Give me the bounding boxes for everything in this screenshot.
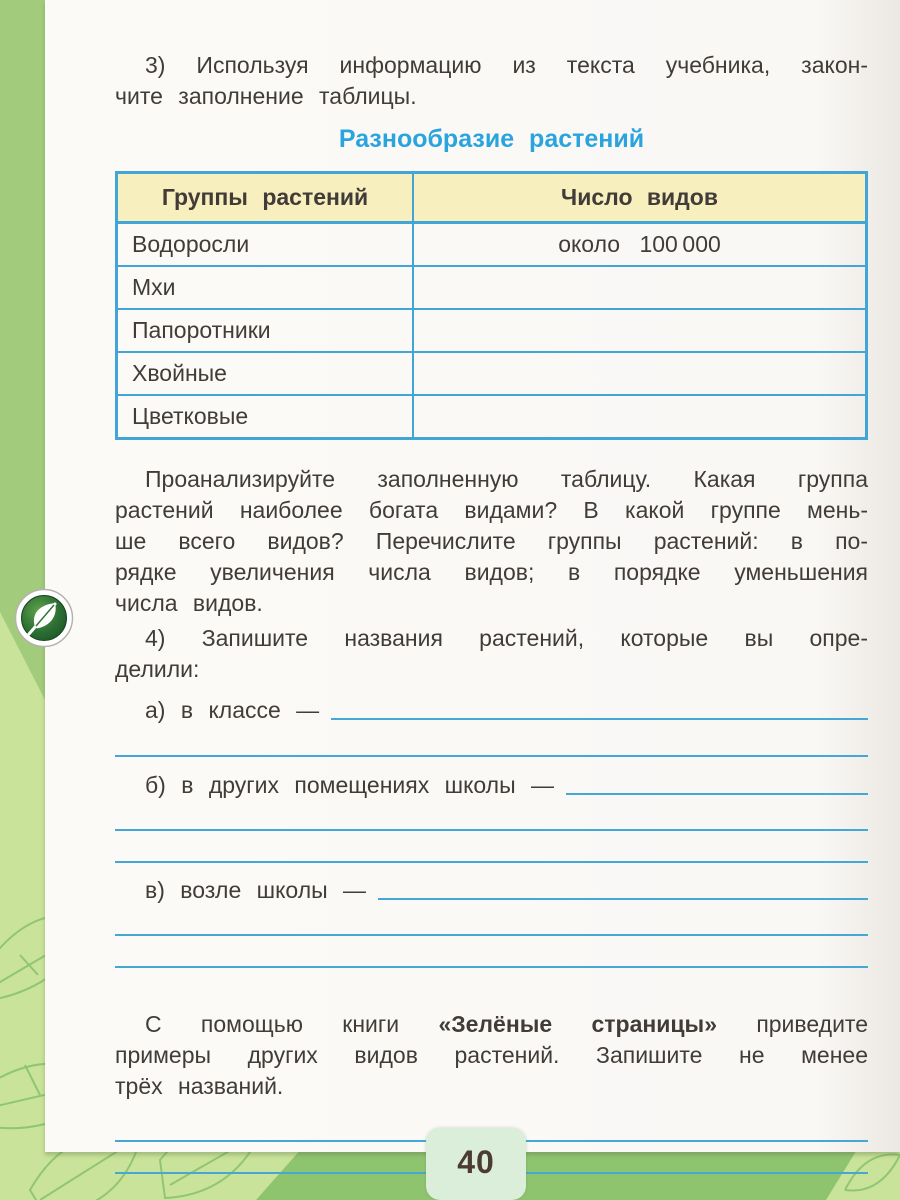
table-cell-group: Цветковые [117, 395, 414, 439]
paper-sheet [45, 0, 900, 1152]
table-header-row [117, 173, 867, 223]
table-cell-group: Водоросли [117, 223, 414, 267]
analysis-paragraph [115, 464, 868, 619]
answer-line[interactable] [566, 793, 868, 795]
table-row [117, 395, 867, 439]
item-a-row [115, 695, 868, 725]
task3-line: чите заполнение таблицы. [115, 83, 417, 109]
answer-line[interactable] [115, 861, 868, 863]
green-pages-paragraph [115, 1009, 868, 1102]
species-table [115, 171, 868, 440]
table-cell-empty[interactable] [413, 266, 867, 309]
item-v-row [115, 875, 868, 905]
leaf-badge [14, 588, 74, 648]
table-title: Разнообразие растений [338, 125, 645, 153]
table-row [117, 352, 867, 395]
item-a-label: а) в классе — [145, 697, 320, 723]
task4-paragraph [115, 623, 868, 685]
table-header-groups: Группы растений [117, 173, 414, 223]
task4-line: 4) Запишите названия растений, которые вы опре- [145, 625, 868, 651]
green-pages-suffix: приведите [756, 1011, 868, 1037]
table-row [117, 223, 867, 267]
green-pages-line: трёх названий. [115, 1073, 284, 1099]
analysis-line: Проанализируйте заполненную таблицу. Какая группа [145, 466, 868, 492]
leaf-icon [14, 588, 74, 648]
table-cell-group: Мхи [117, 266, 414, 309]
task4-line: делили: [115, 656, 200, 682]
task3-line: 3) Используя информацию из текста учебника, закон- [145, 52, 868, 78]
answer-line[interactable] [331, 718, 868, 720]
green-pages-prefix: С помощью книги [145, 1011, 400, 1037]
page-number-tab [426, 1128, 526, 1200]
analysis-line: числа видов. [115, 590, 263, 616]
item-b-label: б) в других помещениях школы — [145, 772, 555, 798]
answer-line[interactable] [378, 898, 868, 900]
analysis-line: рядке увеличения числа видов; в порядке уменьшения [115, 559, 868, 585]
green-pages-line: примеры других видов растений. Запишите не менее [115, 1042, 868, 1068]
table-cell-count: около 100 000 [413, 223, 867, 267]
table-cell-empty[interactable] [413, 395, 867, 439]
table-cell-empty[interactable] [413, 309, 867, 352]
answer-line[interactable] [115, 755, 868, 757]
answer-line[interactable] [115, 934, 868, 936]
table-cell-empty[interactable] [413, 352, 867, 395]
item-b-row [115, 770, 868, 800]
analysis-line: растений наиболее богата видами? В какой группе мень- [115, 497, 868, 523]
table-cell-group: Папоротники [117, 309, 414, 352]
green-pages-book-title: «Зелёные страницы» [438, 1011, 717, 1037]
table-cell-group: Хвойные [117, 352, 414, 395]
answer-line[interactable] [115, 829, 868, 831]
task3-paragraph [115, 50, 868, 112]
item-v-label: в) возле школы — [145, 877, 367, 903]
analysis-line: ше всего видов? Перечислите группы растений: в по- [115, 528, 868, 554]
table-row [117, 309, 867, 352]
table-row [117, 266, 867, 309]
answer-line[interactable] [115, 966, 868, 968]
table-header-count: Число видов [413, 173, 867, 223]
page-number: 40 [457, 1144, 495, 1180]
green-pages-line [115, 1009, 868, 1040]
